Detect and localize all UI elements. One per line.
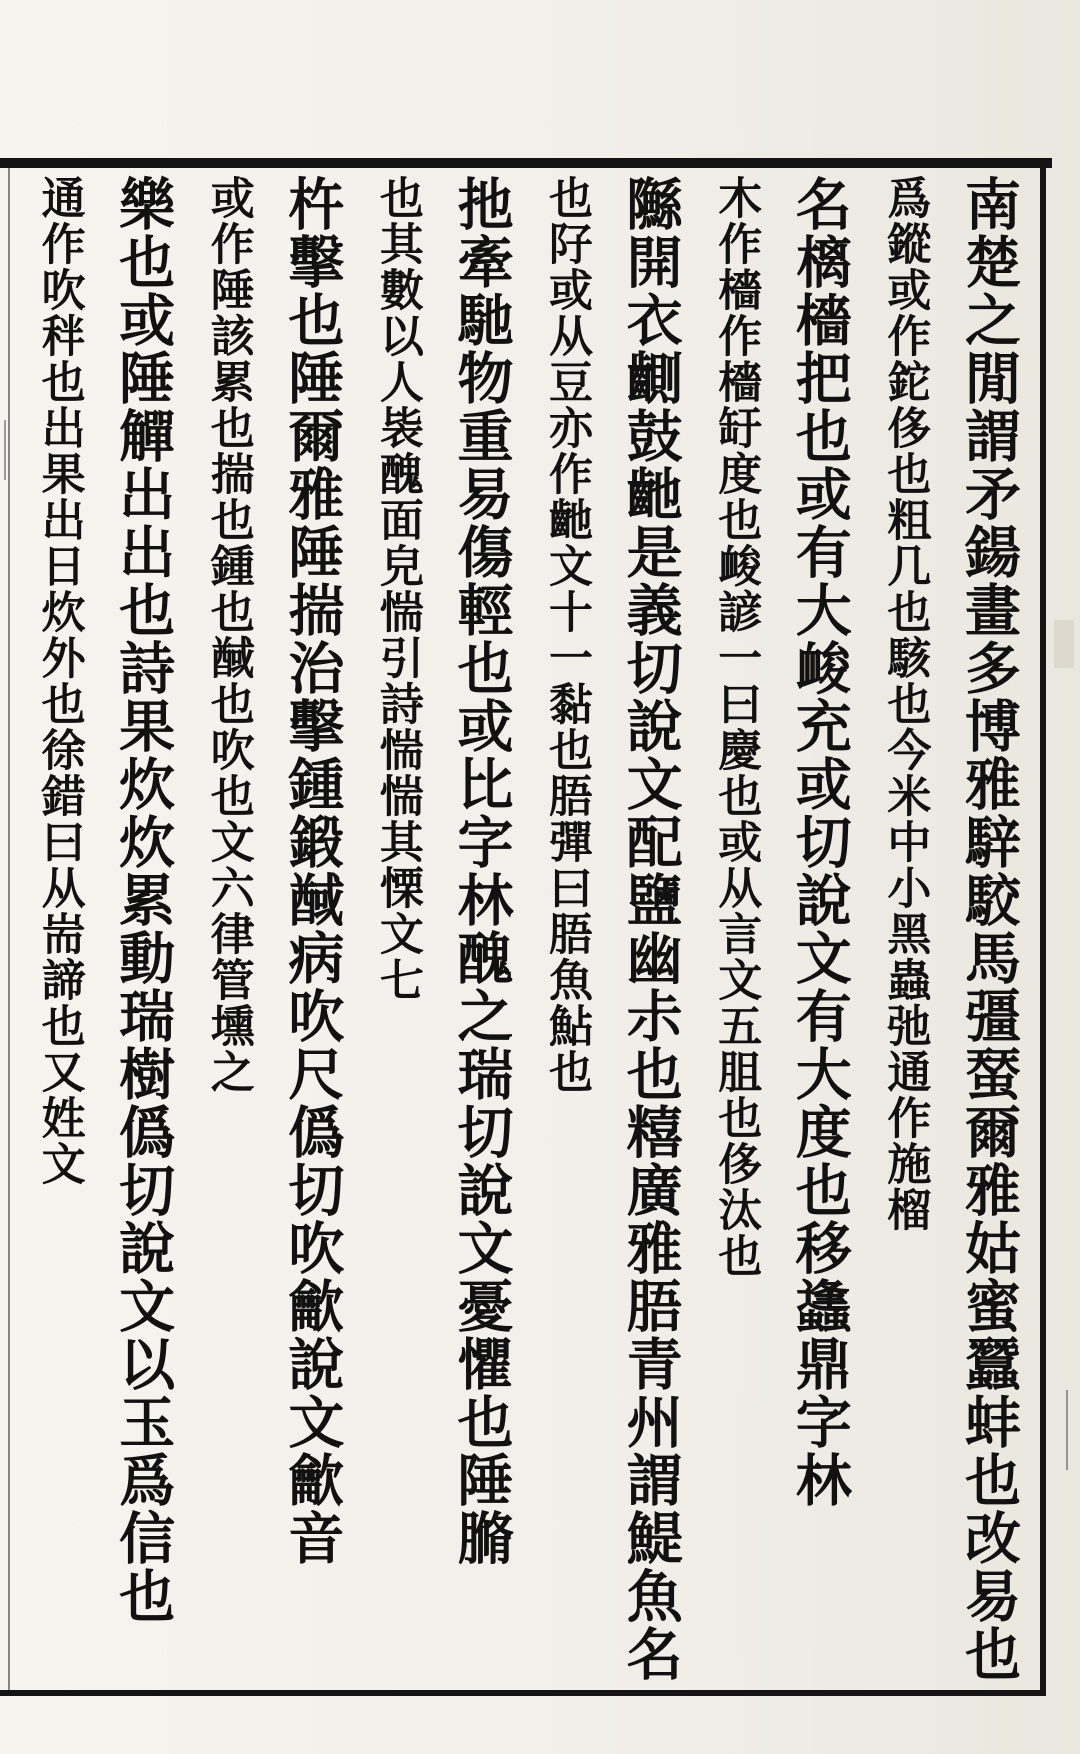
left-margin-line <box>8 168 10 1690</box>
text-column-10: 或作陲該累也揣也鍾也䤋也吹也文六律管壎之 <box>202 175 254 1095</box>
text-column-11: 樂也或陲觶出出也詩果炊炊累動瑞樹僞切說文以玉爲信也 <box>110 175 177 1625</box>
text-column-12: 通作吹秚也出果出日炊外也徐錯曰从耑諦也又姓文 <box>33 175 85 1187</box>
text-column-4: 木作檣作檣䍂度也䘒諺一曰慶也或从言文五䏣也侈汰也 <box>710 175 762 1279</box>
text-column-7: 扡牽馳物重易傷輕也或比字林醜之瑞切說文憂懼也陲䐰 <box>448 175 515 1567</box>
text-column-1: 南楚之閒謂矛鍚畫多博雅騂駮馬彊蝅爾雅姑蜜蠶蚌也改易也 <box>955 175 1022 1683</box>
text-column-3: 名樆檣把也或有大䘒充或切說文有大度也移蠭鼎字林 <box>786 175 853 1509</box>
right-border-rule <box>1040 158 1046 1696</box>
text-column-8: 也其數以人䘡醜面皃惴引詩惴惴其慄文七 <box>371 175 423 1003</box>
text-column-5: 䧰開衣䶡鼓䶔是義切說文配鹽幽尗也糦廣雅䏸青州謂鯷魚名 <box>617 175 684 1683</box>
right-edge-mark <box>1050 1390 1068 1470</box>
bottom-border-rule <box>0 1690 1040 1696</box>
text-column-9: 杵擊也陲爾雅陲揣治擊鍾鍛䤋病吹尺僞切吹龡說文龡音 <box>279 175 346 1567</box>
text-column-6: 也䦻或从豆亦作䶔文十一黏也䏸彈曰䏸魚鮎也 <box>541 175 593 1095</box>
page-fold-tab <box>1054 620 1074 668</box>
vertical-text-block <box>18 175 1033 1683</box>
text-column-2: 爲鏦或作鉈侈也粗几也駭也今米中小黑蟲弛通作施榴 <box>879 175 931 1233</box>
top-border-rule <box>0 158 1052 168</box>
